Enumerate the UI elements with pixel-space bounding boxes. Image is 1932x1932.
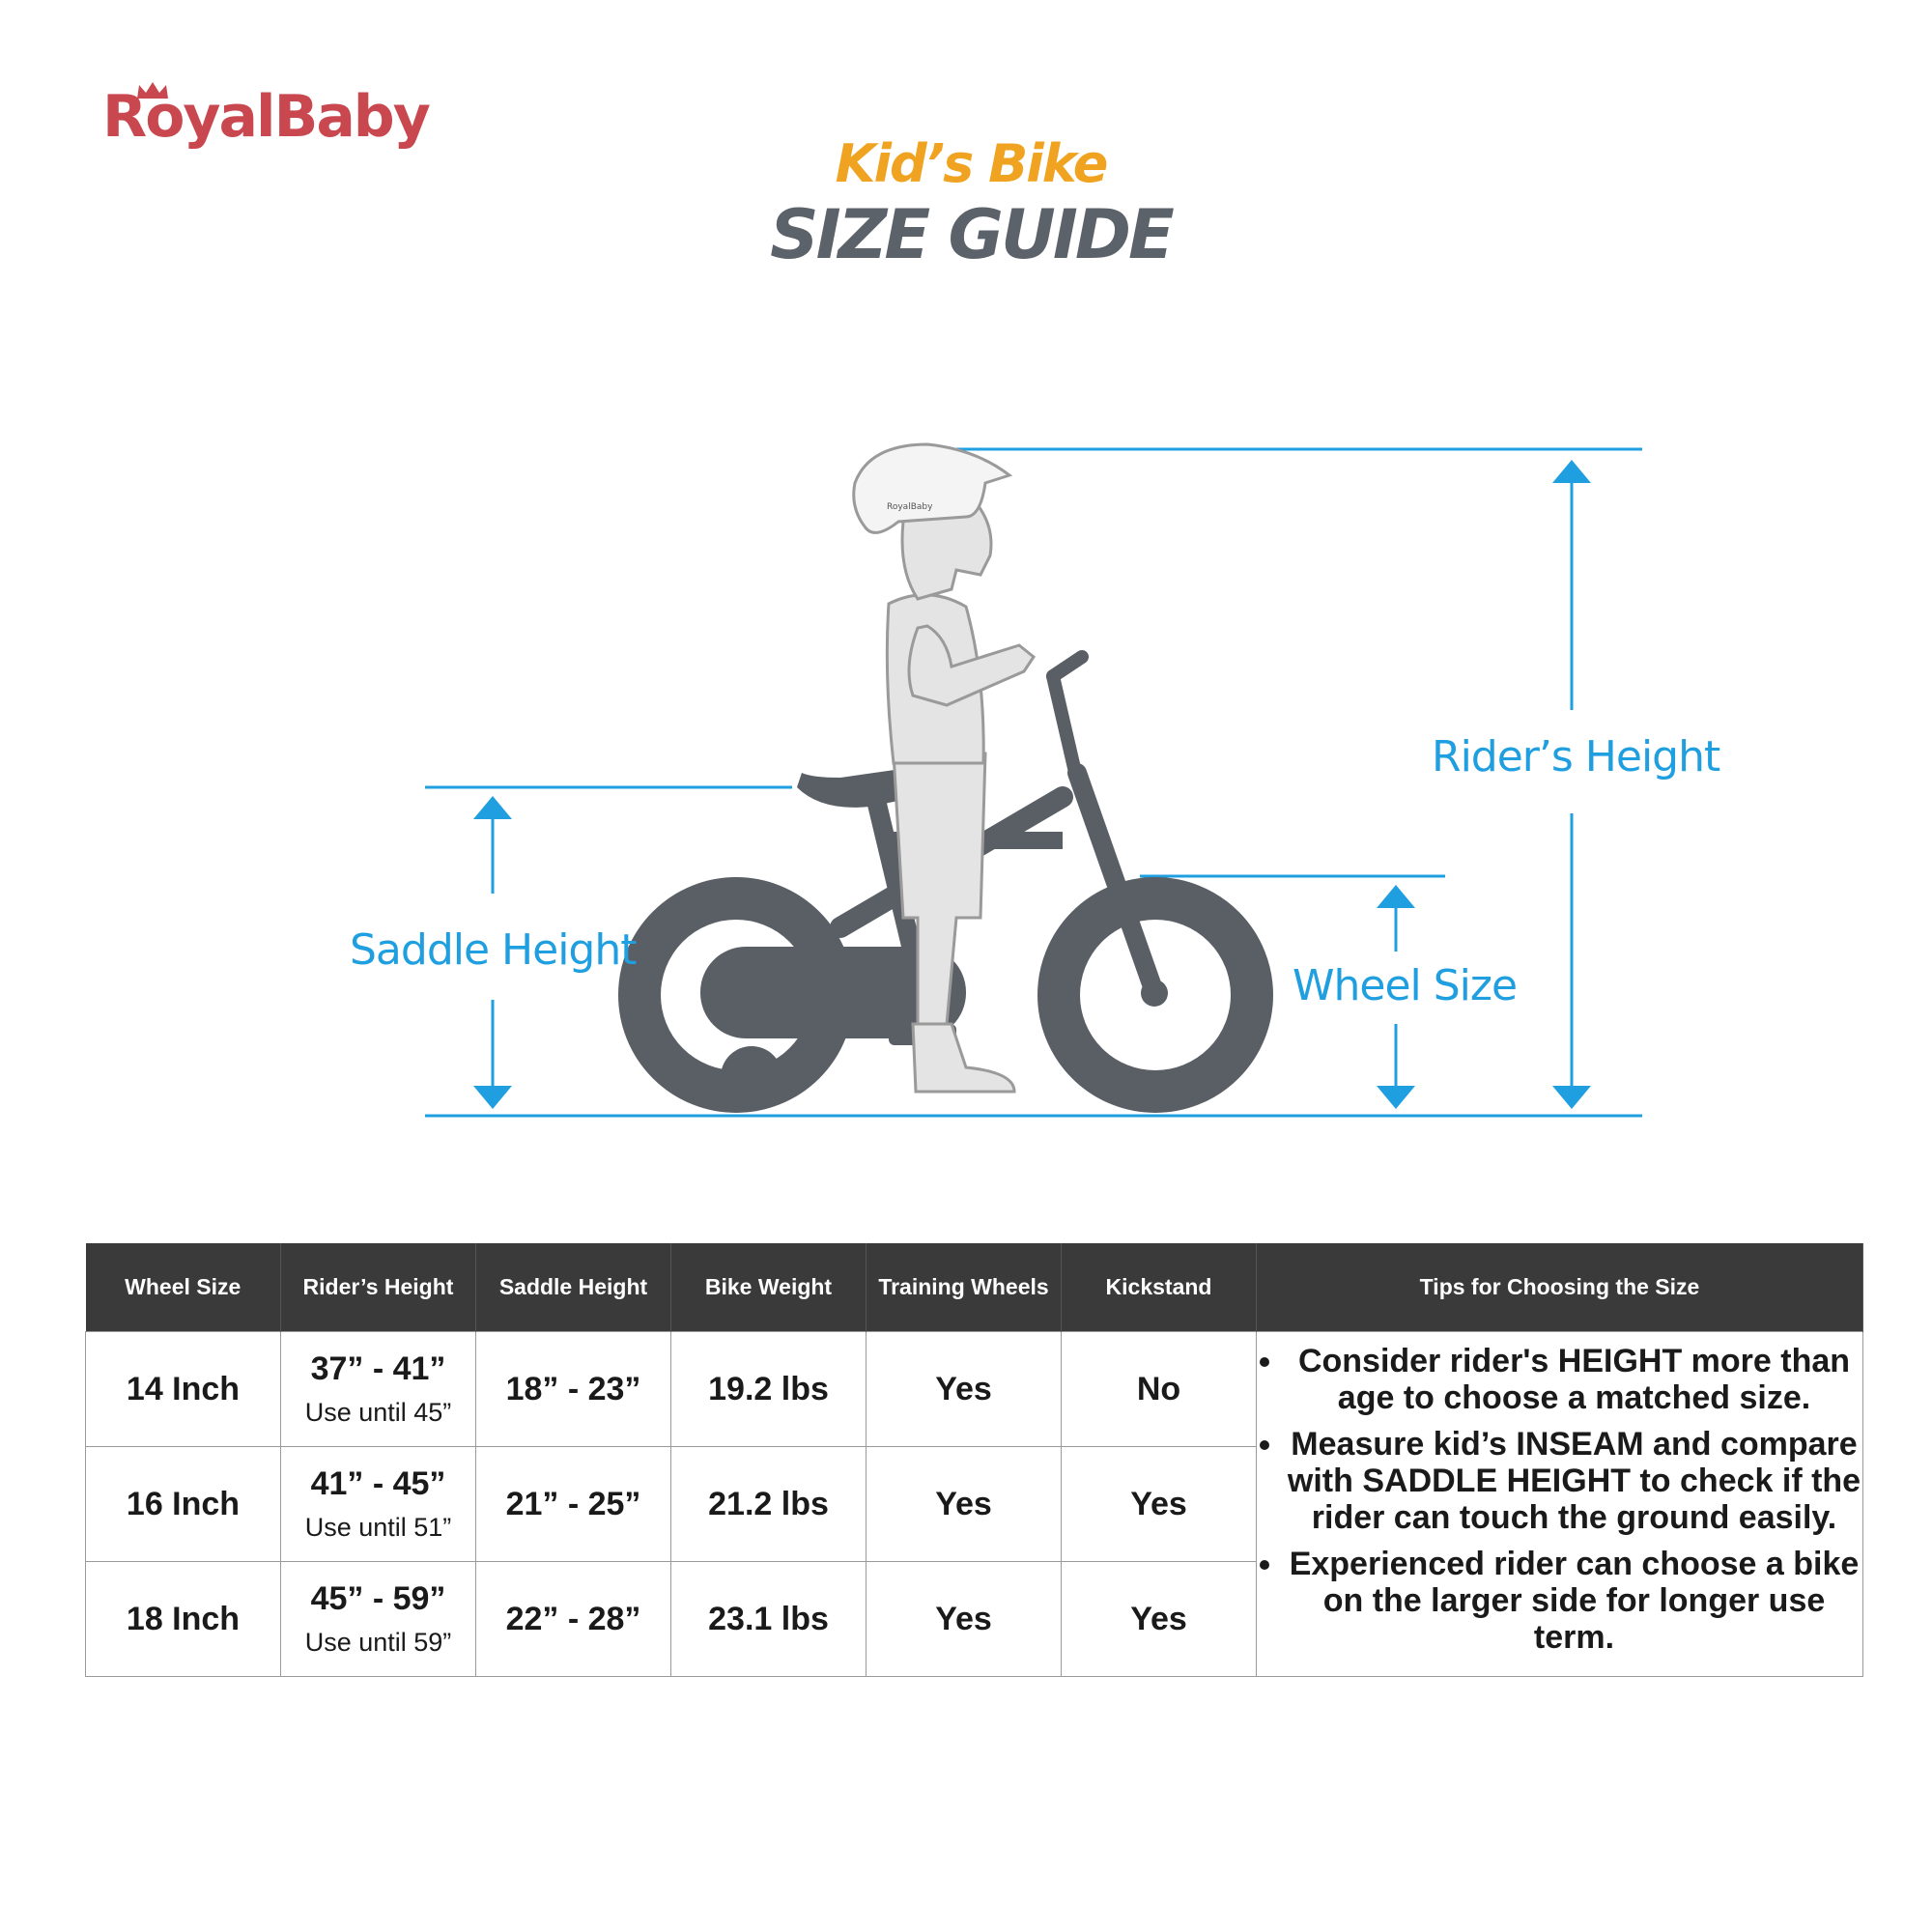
riders-height-label: Rider’s Height: [1432, 732, 1720, 781]
table-header-row: [86, 1243, 1863, 1332]
header-training-wheels: Training Wheels: [867, 1243, 1062, 1332]
saddle-height-label: Saddle Height: [350, 925, 637, 975]
cell-bike-weight: 19.2 lbs: [671, 1332, 867, 1447]
title-kids-bike: Kid’s Bike: [835, 133, 1107, 194]
header-bike-weight: Bike Weight: [671, 1243, 867, 1332]
cell-riders-height: [281, 1562, 476, 1677]
cell-kickstand: No: [1062, 1332, 1257, 1447]
training-wheel: [721, 1046, 782, 1108]
cell-kickstand: Yes: [1062, 1562, 1257, 1677]
cell-wheel-size: 14 Inch: [86, 1332, 281, 1447]
cell-bike-weight: 23.1 lbs: [671, 1562, 867, 1677]
cell-training-wheels: Yes: [867, 1562, 1062, 1677]
cell-wheel-size: 16 Inch: [86, 1447, 281, 1562]
height-note: Use until 51”: [304, 1513, 452, 1542]
height-note: Use until 59”: [304, 1628, 452, 1657]
header-saddle-height: Saddle Height: [476, 1243, 671, 1332]
height-note: Use until 45”: [304, 1398, 452, 1427]
tip-item: • Consider rider's HEIGHT more than age to choose a matched size.: [1286, 1343, 1862, 1416]
header-kickstand: Kickstand: [1062, 1243, 1257, 1332]
cell-bike-weight: 21.2 lbs: [671, 1447, 867, 1562]
height-range: 41” - 45”: [310, 1465, 446, 1502]
measurement-lines: [425, 449, 1642, 1116]
cell-saddle-height: 18” - 23”: [476, 1332, 671, 1447]
cell-saddle-height: 21” - 25”: [476, 1447, 671, 1562]
wheel-size-label: Wheel Size: [1293, 961, 1518, 1010]
size-guide-table: [85, 1243, 1863, 1677]
cell-tips: [1257, 1332, 1863, 1677]
cell-riders-height: [281, 1332, 476, 1447]
height-range: 45” - 59”: [310, 1580, 446, 1617]
title-size-guide: SIZE GUIDE: [770, 195, 1172, 274]
header-wheel-size: Wheel Size: [86, 1243, 281, 1332]
cell-training-wheels: Yes: [867, 1447, 1062, 1562]
tip-item: • Measure kid’s INSEAM and compare with SADDLE HEIGHT to check if the rider can touch the ground easily.: [1286, 1426, 1862, 1536]
tips-list: [1257, 1343, 1862, 1656]
tip-item: • Experienced rider can choose a bike on the larger side for longer use term.: [1286, 1546, 1862, 1656]
cell-saddle-height: 22” - 28”: [476, 1562, 671, 1677]
table-row: [86, 1332, 1863, 1447]
brand-logo: RoyalBaby: [102, 83, 429, 151]
cell-riders-height: [281, 1447, 476, 1562]
height-range: 37” - 41”: [310, 1350, 446, 1387]
cell-kickstand: Yes: [1062, 1447, 1257, 1562]
cell-wheel-size: 18 Inch: [86, 1562, 281, 1677]
helmet-brand-text: RoyalBaby: [887, 502, 933, 512]
header-tips: Tips for Choosing the Size: [1257, 1243, 1863, 1332]
header-riders-height: Rider’s Height: [281, 1243, 476, 1332]
cell-training-wheels: Yes: [867, 1332, 1062, 1447]
